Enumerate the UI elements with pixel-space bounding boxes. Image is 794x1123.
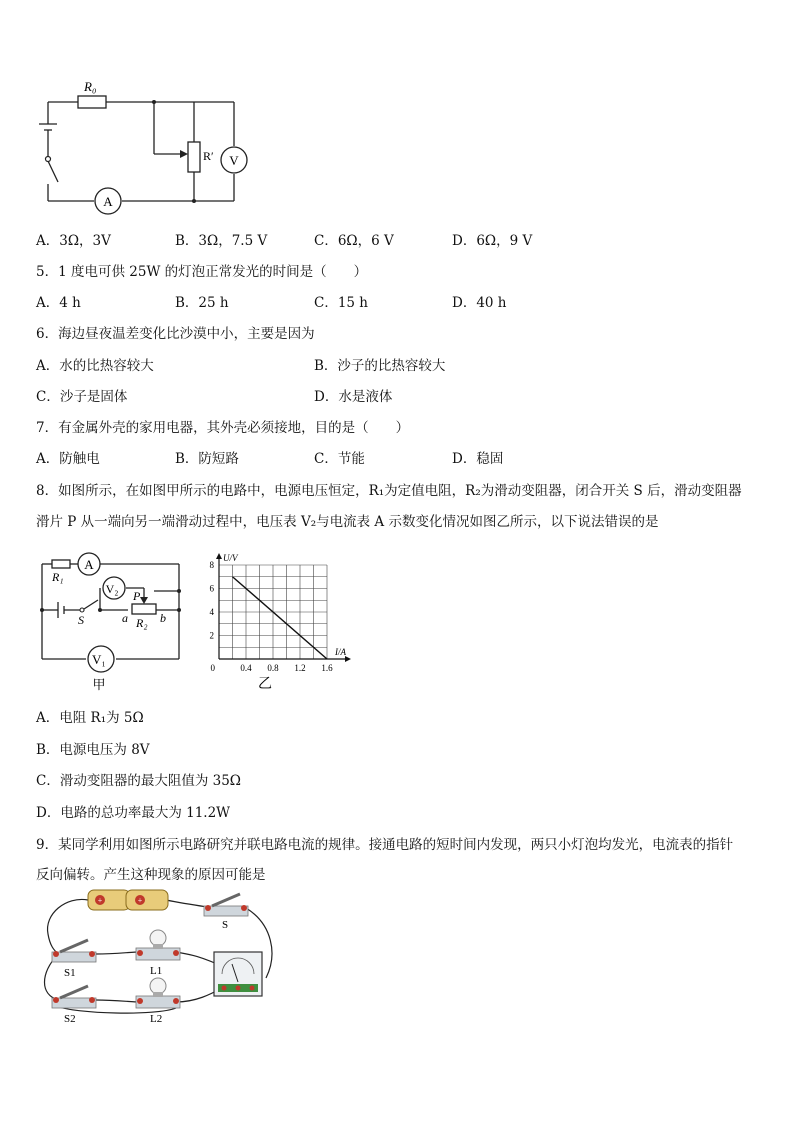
q8-stem-line1: 8．如图所示，在如图甲所示的电路中，电源电压恒定，R₁为定值电阻，R₂为滑动变阻器，闭合开关 S 后，滑动变阻器 — [36, 483, 742, 499]
q4-circuit-diagram — [36, 74, 268, 222]
l2-label: L2 — [150, 1013, 163, 1024]
s1-label: S1 — [64, 967, 76, 979]
battery-cell — [88, 890, 130, 910]
q6-option-c[interactable]: C．沙子是固体 — [36, 389, 128, 405]
q6-option-a[interactable]: A．水的比热容较大 — [36, 358, 154, 374]
q5-option-c[interactable]: C．15 h — [314, 295, 368, 311]
q7-option-d[interactable]: D．稳固 — [452, 451, 504, 467]
svg-text:+: + — [97, 896, 103, 905]
v1-label: V₁ — [92, 652, 106, 667]
x-axis-label: I/A — [335, 647, 346, 657]
q8-option-b[interactable]: B．电源电压为 8V — [36, 742, 150, 758]
voltmeter-label: V — [229, 153, 239, 168]
ammeter-label: A — [84, 557, 94, 572]
y-tick-label: 6 — [209, 583, 214, 594]
q7-stem: 7．有金属外壳的家用电器，其外壳必须接地，目的是（ ） — [36, 420, 410, 436]
q5-option-b[interactable]: B．25 h — [175, 295, 229, 311]
q7-option-c[interactable]: C．节能 — [314, 451, 365, 467]
r2-rheostat — [132, 604, 156, 614]
x-tick-label: 0.8 — [267, 663, 279, 673]
y-tick-label: 4 — [209, 607, 214, 617]
svg-text:+: + — [137, 896, 143, 905]
s-label: S — [222, 919, 229, 931]
q4-option-d[interactable]: D．6Ω，9 V — [452, 233, 533, 249]
q8-stem-line2: 滑片 P 从一端向另一端滑动过程中，电压表 V₂与电流表 A 示数变化情况如图乙所示，以下说法错误的是 — [36, 514, 659, 530]
v2-label: V₂ — [105, 582, 119, 596]
s-label: S — [78, 613, 84, 627]
r0-resistor — [78, 96, 106, 108]
y-axis-arrow — [216, 553, 222, 559]
q6-option-d[interactable]: D．水是液体 — [314, 389, 393, 405]
q5-option-d[interactable]: D．40 h — [452, 295, 507, 311]
y-axis-label: U/V — [223, 553, 238, 563]
y-tick-label: 2 — [209, 630, 214, 641]
y-tick-label: 8 — [209, 560, 214, 570]
origin-label: 0 — [210, 663, 215, 673]
x-tick-label: 0.4 — [240, 663, 252, 673]
q9-stem-line2: 反向偏转。产生这种现象的原因可能是 — [36, 867, 266, 883]
q9-stem-line1: 9．某同学利用如图所示电路研究并联电路电流的规律。接通电路的短时间内发现，两只小灯泡均发光，电流表的指针 — [36, 837, 734, 853]
fig-yi-caption: 乙 — [258, 677, 272, 692]
q8-graph-yi — [205, 542, 365, 694]
q7-option-b[interactable]: B．防短路 — [175, 451, 239, 467]
a-label: a — [122, 611, 128, 625]
q9-circuit-illustration — [36, 884, 282, 1024]
x-tick-label: 1.2 — [294, 663, 306, 673]
r0-label: R₀ — [84, 79, 97, 94]
r1-resistor — [52, 560, 70, 568]
q8-circuit-jia — [36, 548, 188, 696]
q4-option-c[interactable]: C．6Ω，6 V — [314, 233, 394, 249]
s2-label: S2 — [64, 1013, 76, 1024]
q7-option-a[interactable]: A．防触电 — [36, 451, 100, 467]
q8-option-d[interactable]: D．电路的总功率最大为 11.2W — [36, 805, 231, 821]
r-prime-rheostat — [188, 142, 200, 172]
rprime-label: R′ — [203, 149, 214, 163]
q5-option-a[interactable]: A．4 h — [36, 295, 81, 311]
p-label: P — [133, 589, 141, 603]
q8-option-c[interactable]: C．滑动变阻器的最大阻值为 35Ω — [36, 773, 241, 789]
fig-jia-caption: 甲 — [92, 677, 106, 692]
r2-label: R₂ — [136, 616, 148, 630]
q4-option-b[interactable]: B．3Ω，7.5 V — [175, 233, 268, 249]
q6-stem: 6．海边昼夜温差变化比沙漠中小，主要是因为 — [36, 326, 315, 342]
r1-label: R₁ — [52, 570, 64, 584]
x-tick-label: 1.6 — [321, 663, 333, 673]
ammeter-label: A — [103, 194, 113, 209]
q6-option-b[interactable]: B．沙子的比热容较大 — [314, 358, 446, 374]
battery-cell — [126, 890, 168, 910]
l1-label: L1 — [150, 965, 163, 977]
q4-option-a[interactable]: A．3Ω，3V — [36, 233, 111, 249]
data-line — [233, 577, 328, 659]
q5-stem: 5．1 度电可供 25W 的灯泡正常发光的时间是（ ） — [36, 264, 368, 280]
b-label: b — [160, 611, 166, 625]
q8-option-a[interactable]: A．电阻 R₁为 5Ω — [36, 710, 144, 726]
